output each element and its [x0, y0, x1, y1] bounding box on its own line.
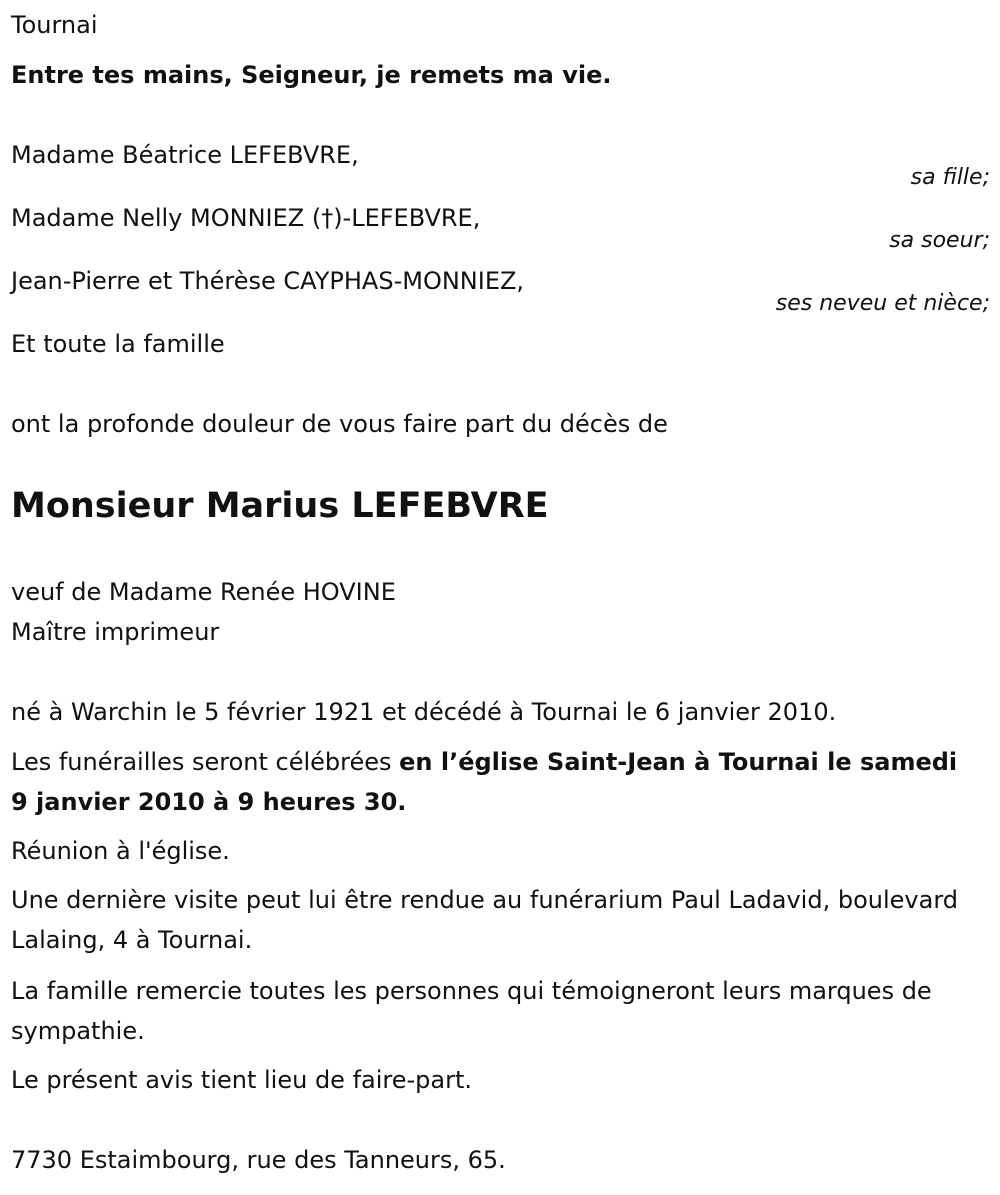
funeral-info: [11, 742, 981, 822]
deceased-name: Monsieur Marius LEFEBVRE: [11, 486, 549, 526]
funeral-details: en l’église Saint-Jean à Tournai le samedi 9 janvier 2010 à 9 heures 30.: [11, 748, 958, 816]
city-label: Tournai: [11, 11, 98, 39]
visit-info: Une dernière visite peut lui être rendue au funérarium Paul Ladavid, boulevard Lalaing, 4 à Tournai.: [11, 886, 958, 954]
widower-of: veuf de Madame Renée HOVINE: [11, 578, 396, 606]
meeting-info: Réunion à l'église.: [11, 837, 230, 865]
family-address: 7730 Estaimbourg, rue des Tanneurs, 65.: [11, 1146, 506, 1174]
family-member-relation: sa fille;: [910, 165, 990, 190]
profession: Maître imprimeur: [11, 618, 220, 646]
announcement-text: ont la profonde douleur de vous faire part du décès de: [11, 410, 668, 438]
family-member-relation: ses neveu et nièce;: [775, 291, 990, 316]
family-member-name: Jean-Pierre et Thérèse CAYPHAS-MONNIEZ,: [11, 267, 525, 295]
thanks-text: La famille remercie toutes les personnes qui témoigneront leurs marques de sympathie.: [11, 977, 932, 1045]
notice-text: Le présent avis tient lieu de faire-part.: [11, 1066, 473, 1094]
family-member-name: Madame Béatrice LEFEBVRE,: [11, 141, 359, 169]
birth-death-dates: né à Warchin le 5 février 1921 et décédé à Tournai le 6 janvier 2010.: [11, 698, 837, 726]
motto: Entre tes mains, Seigneur, je remets ma vie.: [11, 61, 612, 89]
family-member-relation: sa soeur;: [889, 228, 990, 253]
family-member-name: Et toute la famille: [11, 330, 225, 358]
family-member-name: Madame Nelly MONNIEZ (†)-LEFEBVRE,: [11, 204, 481, 232]
funeral-intro: Les funérailles seront célébrées: [11, 748, 400, 776]
